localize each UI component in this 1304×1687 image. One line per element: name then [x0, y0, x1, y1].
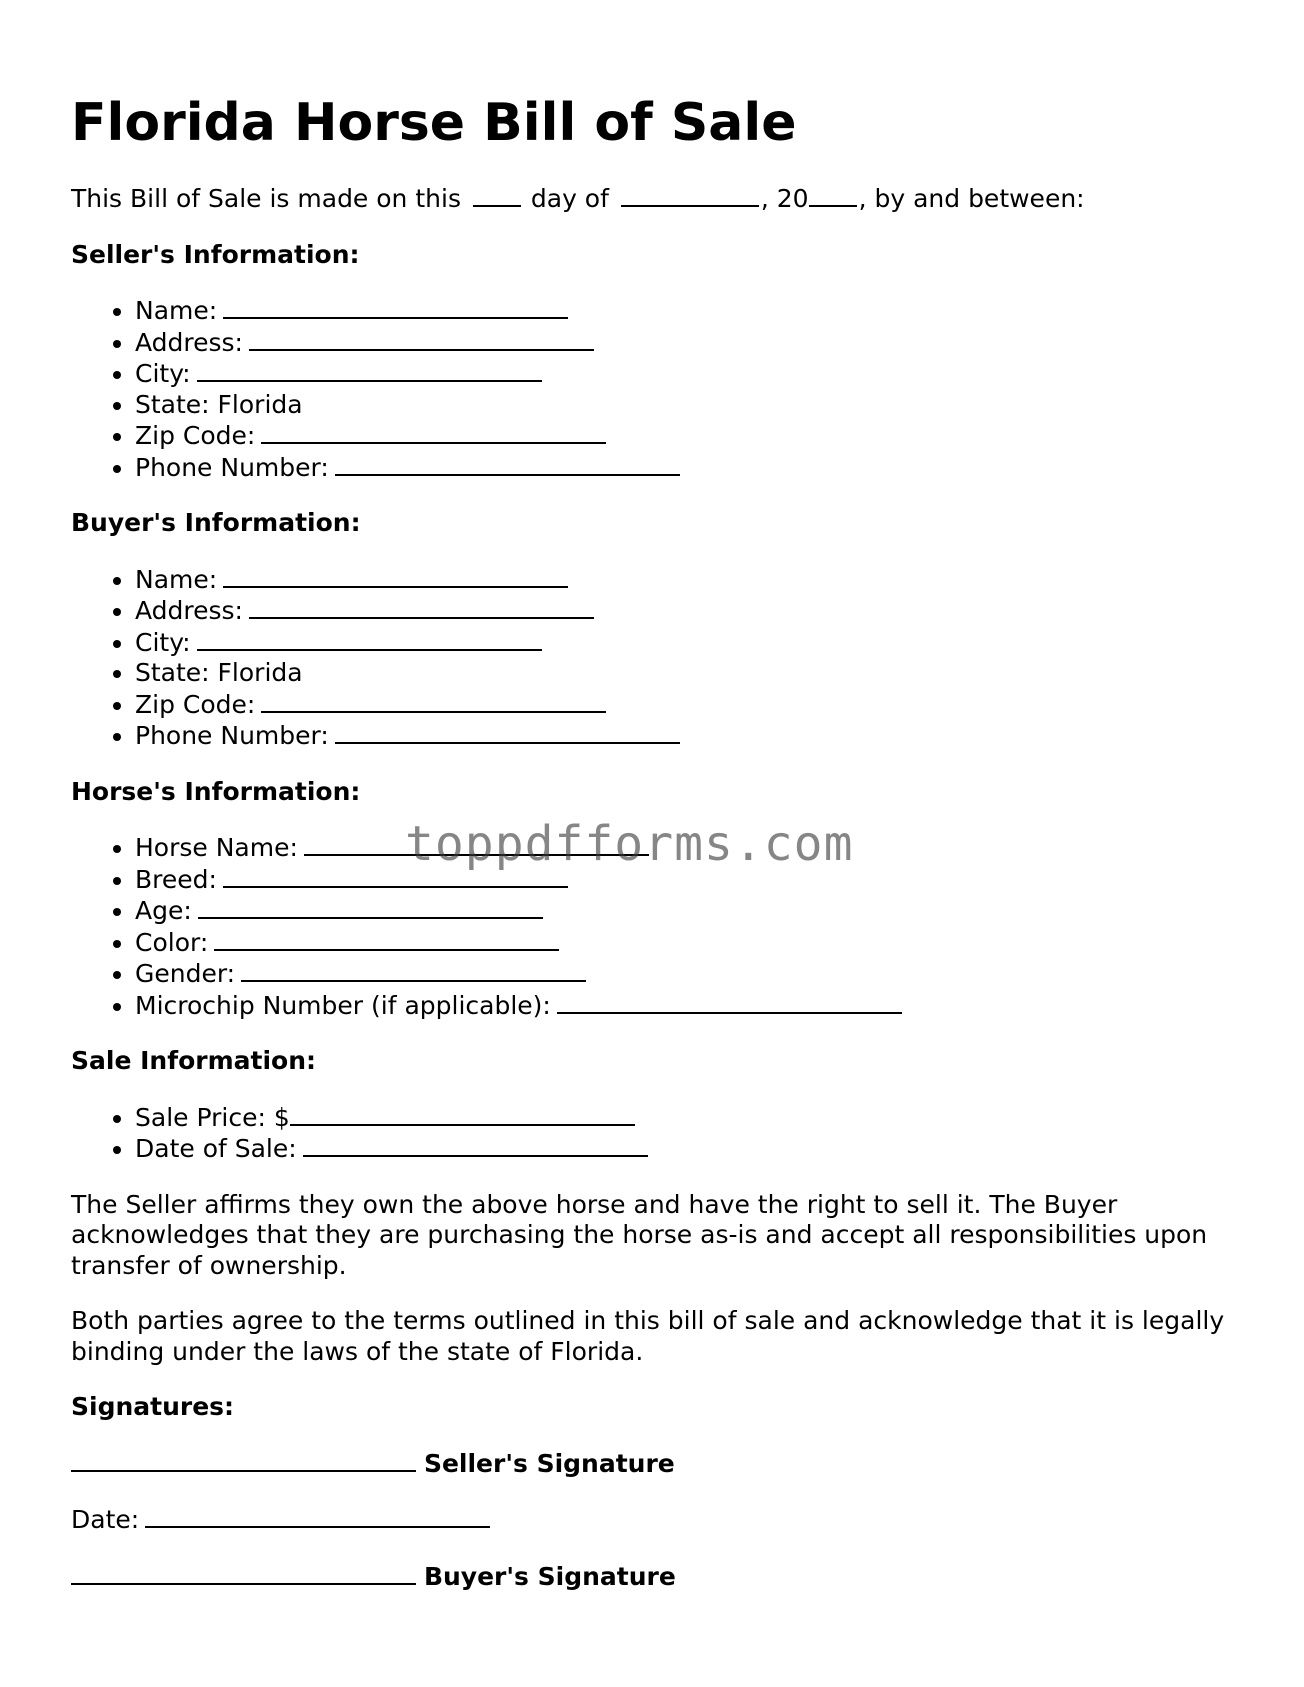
list-item — [135, 990, 1251, 1022]
list-item — [135, 327, 1251, 359]
list-item — [135, 689, 1251, 721]
seller-name-blank[interactable] — [223, 295, 568, 319]
buyer-name-label: Name: — [135, 564, 218, 594]
list-item — [135, 1133, 1251, 1165]
seller-signature-label: Seller's Signature — [423, 1448, 675, 1478]
buyer-phone-label: Phone Number: — [135, 721, 329, 750]
horse-breed-label: Breed: — [135, 864, 217, 894]
horse-name-label: Horse Name: — [135, 833, 298, 862]
page-title: Florida Horse Bill of Sale — [71, 93, 797, 153]
intro-line — [71, 183, 1251, 215]
seller-state-text: State: Florida — [135, 389, 303, 419]
list-item — [135, 295, 1251, 327]
horse-info-list — [71, 832, 1251, 1021]
sale-price-blank[interactable] — [290, 1102, 635, 1126]
buyer-phone-blank[interactable] — [335, 720, 680, 744]
intro-text-1: This Bill of Sale is made on this — [71, 184, 461, 213]
sale-heading: Sale Information: — [71, 1046, 316, 1075]
buyer-signature-blank[interactable] — [71, 1561, 416, 1585]
list-item — [135, 595, 1251, 627]
watermark-text: toppdfforms.com — [405, 816, 854, 872]
list-item — [135, 927, 1251, 959]
seller-phone-label: Phone Number: — [135, 452, 329, 482]
sale-date-label: Date of Sale: — [135, 1134, 297, 1163]
buyer-signature-label: Buyer's Signature — [423, 1561, 676, 1591]
seller-zip-label: Zip Code: — [135, 421, 256, 450]
horse-color-label: Color: — [135, 927, 209, 957]
year-blank[interactable] — [809, 183, 857, 207]
seller-city-blank[interactable] — [197, 358, 542, 382]
horse-color-blank[interactable] — [214, 927, 559, 951]
horse-heading: Horse's Information: — [71, 776, 361, 806]
document-body — [71, 183, 1251, 1617]
list-item — [135, 895, 1251, 927]
buyer-address-blank[interactable] — [249, 595, 594, 619]
horse-microchip-label: Microchip Number (if applicable): — [135, 990, 551, 1020]
agreement-paragraph: Both parties agree to the terms outlined in this bill of sale and acknowledge that it is legally binding under the laws of the state of Florida. — [71, 1306, 1225, 1366]
horse-gender-label: Gender: — [135, 959, 236, 988]
signature-date-blank[interactable] — [145, 1504, 490, 1528]
seller-signature-blank[interactable] — [71, 1448, 416, 1472]
buyer-info-list — [71, 564, 1251, 752]
intro-text-4: , by and between: — [858, 184, 1085, 213]
signature-date-label: Date: — [71, 1505, 140, 1534]
seller-zip-blank[interactable] — [261, 420, 606, 444]
buyer-city-blank[interactable] — [197, 627, 542, 651]
buyer-zip-blank[interactable] — [261, 689, 606, 713]
seller-phone-blank[interactable] — [335, 452, 680, 476]
buyer-state-text: State: Florida — [135, 658, 303, 687]
list-item — [135, 1102, 1251, 1134]
buyer-address-label: Address: — [135, 596, 243, 625]
horse-microchip-blank[interactable] — [557, 990, 902, 1014]
list-item — [135, 958, 1251, 990]
sale-info-list — [71, 1102, 1251, 1165]
list-item — [135, 564, 1251, 596]
seller-signature-row — [71, 1448, 1251, 1480]
list-item — [135, 720, 1251, 752]
seller-city-label: City: — [135, 359, 191, 388]
horse-name-blank[interactable] — [304, 832, 649, 856]
signature-date-row — [71, 1504, 1251, 1536]
list-item — [135, 864, 1251, 896]
sale-date-blank[interactable] — [303, 1133, 648, 1157]
horse-gender-blank[interactable] — [241, 958, 586, 982]
buyer-signature-row — [71, 1561, 1251, 1593]
day-blank[interactable] — [473, 183, 521, 207]
buyer-zip-label: Zip Code: — [135, 689, 256, 719]
seller-address-label: Address: — [135, 327, 243, 357]
seller-heading: Seller's Information: — [71, 239, 360, 269]
sale-price-label: Sale Price: $ — [135, 1102, 290, 1132]
signatures-heading: Signatures: — [71, 1392, 235, 1421]
intro-text-2: day of — [530, 184, 609, 213]
list-item — [135, 658, 1251, 689]
buyer-heading: Buyer's Information: — [71, 508, 361, 537]
buyer-city-label: City: — [135, 627, 191, 657]
list-item — [135, 420, 1251, 452]
affirmation-paragraph: The Seller affirms they own the above horse and have the right to sell it. The Buyer acknowledges that they are purchasing the horse as-is and accept all responsibilities upon transfer of ownership. — [71, 1189, 1208, 1280]
list-item — [135, 627, 1251, 659]
horse-age-blank[interactable] — [198, 895, 543, 919]
list-item — [135, 452, 1251, 484]
list-item — [135, 390, 1251, 421]
list-item — [135, 358, 1251, 390]
seller-address-blank[interactable] — [249, 327, 594, 351]
intro-text-3: , 20 — [760, 184, 809, 213]
seller-name-label: Name: — [135, 296, 218, 325]
horse-breed-blank[interactable] — [223, 864, 568, 888]
list-item — [135, 832, 1251, 864]
buyer-name-blank[interactable] — [223, 564, 568, 588]
seller-info-list — [71, 295, 1251, 483]
horse-age-label: Age: — [135, 896, 192, 925]
month-blank[interactable] — [621, 183, 759, 207]
